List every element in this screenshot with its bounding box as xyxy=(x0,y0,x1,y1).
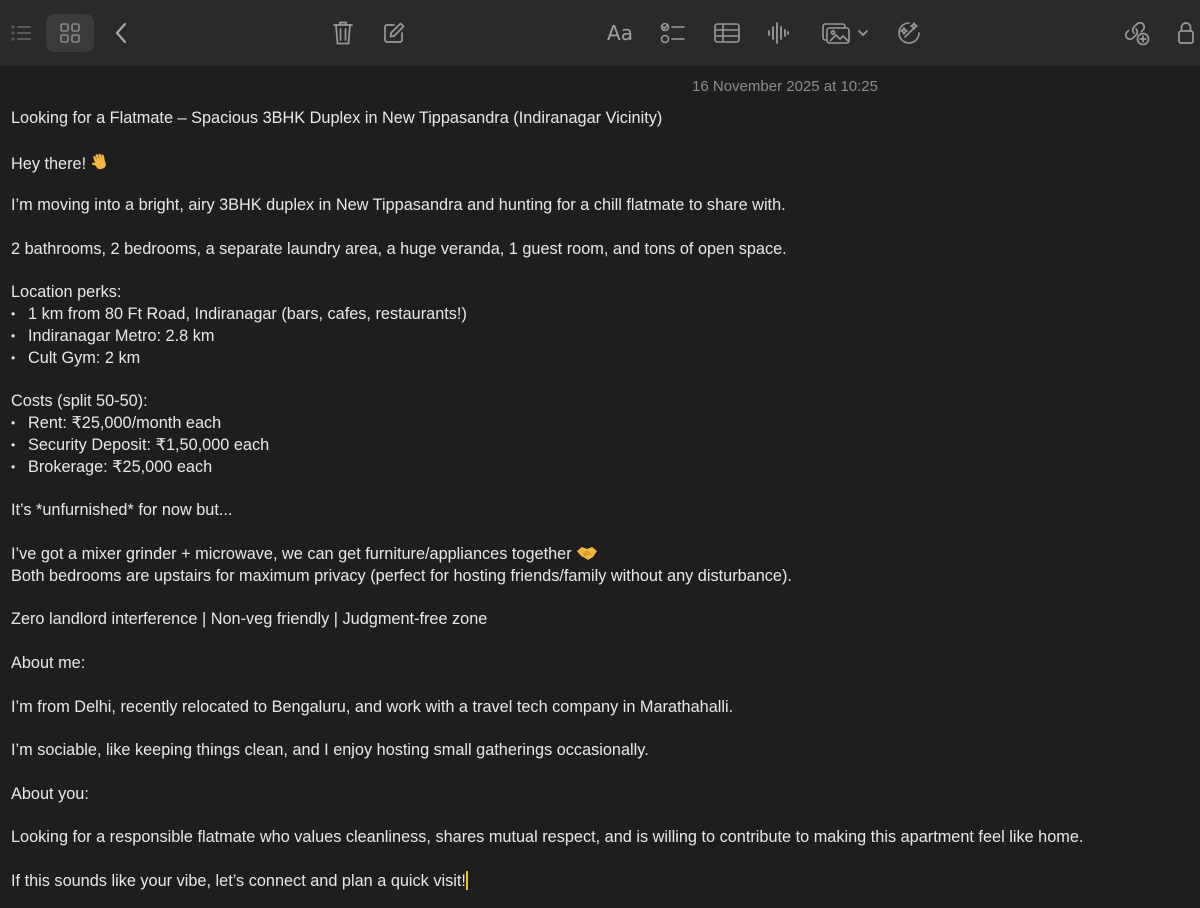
list-item: • Brokerage: ₹25,000 each xyxy=(11,457,1196,479)
note-title: Looking for a Flatmate – Spacious 3BHK Duplex in New Tippasandra (Indiranagar Vicinity) xyxy=(11,109,663,127)
about-me-paragraph-2: I’m sociable, like keeping things clean, and I enjoy hosting small gatherings occasionally. xyxy=(11,741,649,760)
table-icon xyxy=(713,22,741,44)
compose-button[interactable] xyxy=(380,14,408,52)
back-chevron-icon xyxy=(114,22,128,44)
format-text-icon: Aa xyxy=(607,21,633,45)
list-item: • Indiranagar Metro: 2.8 km xyxy=(11,326,1196,348)
costs-heading: Costs (split 50-50): xyxy=(11,392,148,411)
list-view-icon xyxy=(9,23,33,43)
note-body[interactable] xyxy=(11,108,1196,893)
about-me-paragraph-1: I’m from Delhi, recently relocated to Bengaluru, and work with a travel tech company in Marathahalli. xyxy=(11,697,734,716)
collaborate-icon xyxy=(1123,19,1151,47)
list-item: • Rent: ₹25,000/month each xyxy=(11,413,1196,435)
list-view-button[interactable] xyxy=(6,14,36,52)
back-button[interactable] xyxy=(108,14,134,52)
gallery-view-icon xyxy=(59,22,81,44)
list-item: • Security Deposit: ₹1,50,000 each xyxy=(11,435,1196,457)
greeting-text: Hey there! xyxy=(11,154,87,173)
intro-paragraph: I’m moving into a bright, airy 3BHK duplex in New Tippasandra and hunting for a chill flatmate to share with. xyxy=(11,196,786,215)
closing-text: If this sounds like your vibe, let’s connect and plan a quick visit! xyxy=(11,871,466,890)
delete-button[interactable] xyxy=(328,14,358,52)
format-button[interactable] xyxy=(602,14,638,52)
note-timestamp: 16 November 2025 at 10:25 xyxy=(692,78,878,95)
closing-line xyxy=(11,871,1196,893)
appliances-line xyxy=(11,544,1196,566)
location-heading: Location perks: xyxy=(11,283,122,302)
features-paragraph: 2 bathrooms, 2 bedrooms, a separate laundry area, a huge veranda, 1 guest room, and tons of open space. xyxy=(11,239,787,258)
greeting-line xyxy=(11,152,1196,174)
lock-button[interactable] xyxy=(1174,14,1198,52)
text-cursor xyxy=(466,871,468,890)
rules-line: Zero landlord interference | Non-veg friendly | Judgment-free zone xyxy=(11,610,488,629)
audio-button[interactable] xyxy=(764,14,792,52)
waving-hand-icon xyxy=(90,152,110,179)
trash-icon xyxy=(332,20,354,46)
chevron-down-icon xyxy=(857,28,869,38)
list-item: • 1 km from 80 Ft Road, Indiranagar (bars, cafes, restaurants!) xyxy=(11,304,1196,326)
audio-waveform-icon xyxy=(766,21,790,45)
toolbar xyxy=(0,0,1200,66)
lock-icon xyxy=(1177,21,1195,45)
media-button[interactable] xyxy=(818,14,872,52)
writing-tools-icon xyxy=(896,20,922,46)
gallery-view-button[interactable] xyxy=(46,14,94,52)
about-you-heading: About you: xyxy=(11,784,89,803)
list-item: • Cult Gym: 2 km xyxy=(11,348,1196,370)
appliances-text: I’ve got a mixer grinder + microwave, we can get furniture/appliances together xyxy=(11,544,572,563)
table-button[interactable] xyxy=(712,14,742,52)
compose-icon xyxy=(382,21,406,45)
bedrooms-line: Both bedrooms are upstairs for maximum privacy (perfect for hosting friends/family without any disturbance). xyxy=(11,566,792,585)
writing-tools-button[interactable] xyxy=(894,14,924,52)
checklist-icon xyxy=(660,21,686,45)
media-icon xyxy=(821,21,851,45)
collaborate-button[interactable] xyxy=(1122,14,1152,52)
furnishing-line: It’s *unfurnished* for now but... xyxy=(11,501,233,520)
about-you-paragraph: Looking for a responsible flatmate who values cleanliness, shares mutual respect, and is willing to contribute to making this apartment feel like home. xyxy=(11,828,1084,847)
about-me-heading: About me: xyxy=(11,653,86,672)
checklist-button[interactable] xyxy=(658,14,688,52)
